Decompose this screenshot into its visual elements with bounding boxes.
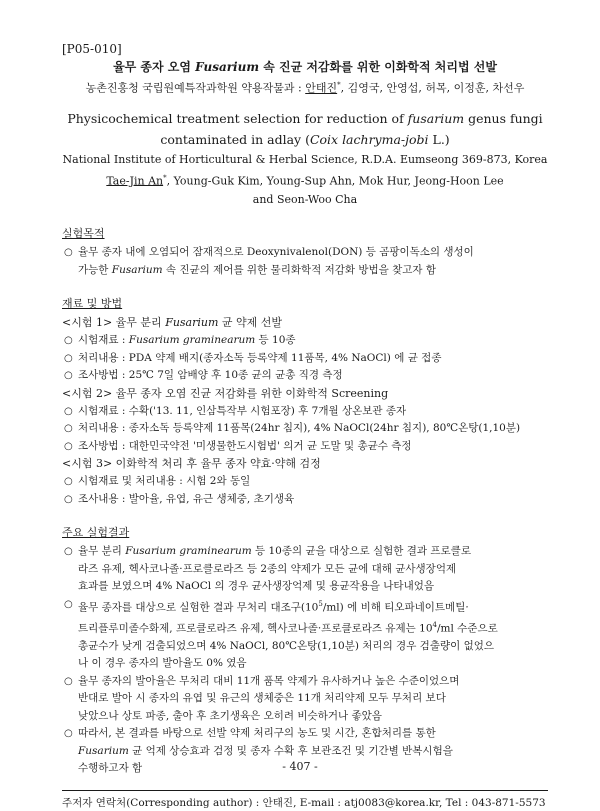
result3-line: 낮았으나 상토 파종, 출아 후 초기생육은 오히려 비슷하거나 좋았음 bbox=[78, 709, 382, 722]
english-main-author: Tae-Jin An bbox=[106, 174, 164, 188]
methods-heading: 재료 및 방법 bbox=[62, 297, 123, 311]
result1-species: Fusarium graminearum bbox=[125, 545, 252, 558]
result2-exponent: 5 bbox=[318, 599, 323, 608]
result2-line bbox=[62, 617, 548, 638]
result1-text: 율무 분리 bbox=[78, 545, 126, 558]
purpose-line bbox=[62, 262, 548, 280]
korean-main-author: 안태진 bbox=[305, 81, 338, 95]
korean-coauthors: , 김영국, 안영섭, 허목, 이정훈, 차선우 bbox=[340, 81, 525, 95]
result2-text: 율무 종자를 대상으로 실험한 결과 무처리 대조구(10 bbox=[78, 601, 319, 614]
english-title-part: contaminated in adlay ( bbox=[160, 131, 310, 147]
corresponding-author: 주저자 연락처(Corresponding author) : 안태진, E-mail : atj0083@korea.kr, Tel : 043-871-5573 bbox=[62, 796, 546, 809]
result3-line: ○ 율무 종자의 발아율은 무처리 대비 11개 품목 약제가 유사하거나 높은 수준이었으며 bbox=[62, 673, 548, 691]
purpose-text: 속 진균의 제어를 위한 물리화학적 저감화 방법을 찾고자 함 bbox=[162, 263, 437, 276]
results-heading: 주요 실험결과 bbox=[62, 526, 130, 540]
purpose-text: 가능한 bbox=[78, 263, 112, 276]
korean-title-part: 율무 종자 오염 bbox=[113, 60, 196, 74]
result2-line: 총균수가 낮게 검출되었으며 4% NaOCl, 80℃온탕(1,10분) 처리의 경우 검출량이 없었으 bbox=[78, 639, 495, 652]
english-title-line2 bbox=[62, 129, 548, 150]
exp2-title: <시험 2> 율무 종자 오염 진균 저감화를 위한 이화학적 Screening bbox=[62, 386, 389, 400]
result2-text: /ml 수준으로 bbox=[436, 622, 498, 635]
result1-line: 효과를 보였으며 4% NaOCl 의 경우 균사생장억제 및 용균작용을 나타내었음 bbox=[78, 580, 435, 593]
exp3-method: ○ 조사내용 : 발아율, 유엽, 유근 생체중, 초기생육 bbox=[62, 491, 548, 509]
korean-title-genus: Fusarium bbox=[195, 60, 260, 74]
result3-line: 반대로 발아 시 종자의 유엽 및 유근의 생체중은 11개 처리약제 모두 무처리 보다 bbox=[78, 692, 446, 705]
exp1-treatment: ○ 처리내용 : PDA 약제 배지(종자소독 등록약제 11품목, 4% NaOCl) 에 균 접종 bbox=[62, 350, 548, 368]
result1-text: 등 10종의 균을 대상으로 실험한 결과 프로클로 bbox=[251, 545, 471, 558]
english-title-genus: fusarium bbox=[407, 110, 465, 126]
korean-title-part: 속 진균 저감화를 위한 이화학적 처리법 선발 bbox=[259, 60, 497, 74]
exp2-treatment: ○ 처리내용 : 종자소독 등록약제 11품목(24hr 침지), 4% NaOCl(24hr 침지), 80℃온탕(1,10분) bbox=[62, 420, 548, 438]
korean-affiliation: 농촌진흥청 국립원예특작과학원 약용작물과 : bbox=[85, 81, 306, 95]
english-title-part: L.) bbox=[428, 131, 450, 147]
exp1-material-label: 시험재료 : bbox=[78, 334, 129, 347]
english-authors-line1 bbox=[62, 169, 548, 191]
purpose-line: ○ 율무 종자 내에 오염되어 잠재적으로 Deoxynivalenol(DON) 등 곰팡이독소의 생성이 bbox=[62, 244, 548, 262]
english-title-species: Coix lachryma-jobi bbox=[309, 131, 429, 147]
english-author-mark: * bbox=[163, 173, 167, 182]
exp2-material: ○ 시험재료 : 수확('13. 11, 인삼특작부 시험포장) 후 7개월 상온보관 종자 bbox=[62, 403, 548, 421]
korean-authors bbox=[62, 76, 548, 98]
exp3-title: <시험 3> 이화학적 처리 후 율무 종자 약효·약해 검정 bbox=[62, 457, 321, 471]
result2-text: /ml) 에 비해 티오파네이트메틸· bbox=[322, 601, 469, 614]
exp1-title-genus: Fusarium bbox=[165, 316, 219, 330]
result4-genus: Fusarium bbox=[78, 744, 129, 757]
purpose-genus: Fusarium bbox=[111, 263, 163, 276]
exp2-method: ○ 조사방법 : 대한민국약전 '미생물한도시험법' 의거 균 도말 및 총균수 측정 bbox=[62, 438, 548, 456]
exp1-material-species: Fusarium graminearum bbox=[128, 334, 256, 347]
exp1-method: ○ 조사방법 : 25℃ 7일 암배양 후 10종 균의 균총 직경 측정 bbox=[62, 367, 548, 385]
english-affiliation: National Institute of Horticultural & Herbal Science, R.D.A. Eumseong 369-873, Korea bbox=[62, 152, 548, 166]
result4-line: 수행하고자 함 bbox=[78, 762, 143, 775]
paper-page bbox=[62, 40, 548, 811]
english-authors-line2: and Seon-Woo Cha bbox=[252, 193, 358, 207]
footer-divider bbox=[62, 790, 548, 791]
purpose-heading: 실험목적 bbox=[62, 227, 105, 241]
exp1-material bbox=[62, 332, 548, 350]
result1-line: 라즈 유제, 헥사코나졸·프로클로라즈 등 2종의 약제가 모든 균에 대해 균사생장억제 bbox=[78, 562, 457, 575]
exp3-material: ○ 시험재료 및 처리내용 : 시험 2와 동일 bbox=[62, 473, 548, 491]
result4-line: ○ 따라서, 본 결과를 바탕으로 선발 약제 처리구의 농도 및 시간, 혼합처리를 통한 bbox=[62, 725, 548, 743]
result4-line bbox=[62, 743, 548, 761]
english-coauthors: , Young-Guk Kim, Young-Sup Ahn, Mok Hur, Jeong-Hoon Lee bbox=[166, 174, 504, 188]
page-number: - 407 - bbox=[282, 760, 318, 773]
english-title-part: Physicochemical treatment selection for reduction of bbox=[67, 110, 408, 126]
korean-author-mark: * bbox=[337, 81, 341, 89]
result2-exponent: 4 bbox=[432, 620, 437, 629]
result2-line bbox=[62, 596, 548, 617]
english-title-line1 bbox=[62, 108, 548, 129]
result2-text: 트리플루미졸수화제, 프로클로라즈 유제, 헥사코나졸·프로클로라즈 유제는 10 bbox=[78, 622, 433, 635]
result1-line bbox=[62, 543, 548, 561]
korean-title bbox=[62, 58, 548, 76]
english-title-part: genus fungi bbox=[464, 110, 543, 126]
exp1-title-part: <시험 1> 율무 분리 bbox=[62, 316, 166, 330]
exp1-material-count: 등 10종 bbox=[255, 334, 296, 347]
abstract-code: [P05-010] bbox=[62, 42, 122, 56]
exp1-title bbox=[62, 314, 548, 332]
exp1-title-part: 균 약제 선발 bbox=[218, 316, 283, 330]
result4-text: 균 억제 상승효과 검정 및 종자 수확 후 보관조건 및 기간별 반복시험을 bbox=[128, 744, 453, 757]
result2-line: 나 이 경우 종자의 발아율도 0% 였음 bbox=[78, 657, 247, 670]
